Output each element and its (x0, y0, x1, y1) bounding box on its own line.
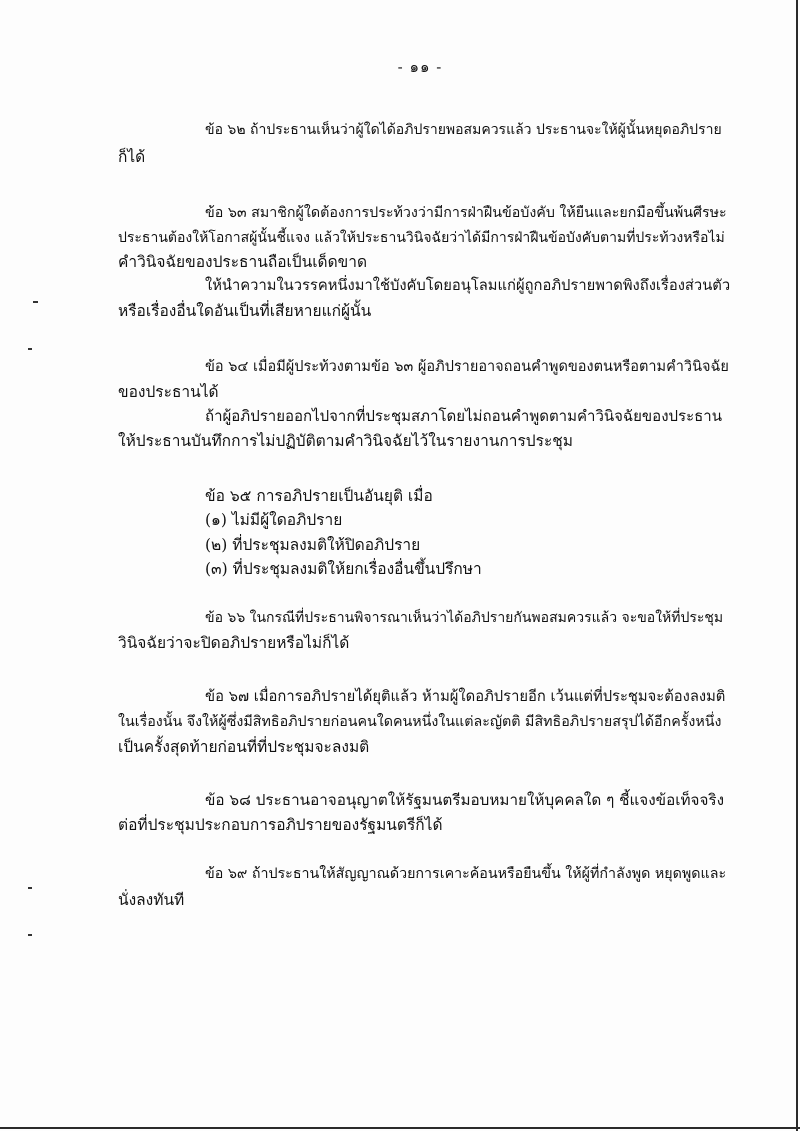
clause-63-line-2: ประธานต้องให้โอกาสผู้นั้นชี้แจง แล้วให้ประธานวินิจฉัยว่าได้มีการฝ่าฝืนข้อบังคับตามที่ประท้วงหรือไม่ (118, 230, 725, 246)
clause-65-item-3: (๓) ที่ประชุมลงมติให้ยกเรื่องอื่นขึ้นปรึกษา (205, 560, 482, 578)
clause-62-line-2: ก็ได้ (118, 148, 146, 166)
scan-mark (33, 301, 38, 303)
clause-69-line-1: ข้อ ๖๙ ถ้าประธานให้สัญญาณด้วยการเคาะค้อนหรือยืนขึ้น ให้ผู้ที่กำลังพูด หยุดพูดและ (205, 866, 727, 882)
clause-69-line-2: นั่งลงทันที (118, 891, 185, 909)
clause-63-line-4: ให้นำความในวรรคหนึ่งมาใช้บังคับโดยอนุโลมแก่ผู้ถูกอภิปรายพาดพิงถึงเรื่องส่วนตัว (205, 277, 731, 294)
clause-66-line-1: ข้อ ๖๖ ในกรณีที่ประธานพิจารณาเห็นว่าได้อภิปรายกันพอสมควรแล้ว จะขอให้ที่ประชุม (205, 610, 724, 626)
clause-63-line-3: คำวินิจฉัยของประธานถือเป็นเด็ดขาด (118, 253, 368, 271)
clause-67-line-2: ในเรื่องนั้น จึงให้ผู้ซึ่งมีสิทธิอภิปรายก่อนคนใดคนหนึ่งในแต่ละญัตติ มีสิทธิอภิปรายสรุปได้อีกครั้งหนึ่ง (118, 714, 722, 730)
clause-63-line-5: หรือเรื่องอื่นใดอันเป็นที่เสียหายแก่ผู้นั้น (118, 302, 372, 320)
clause-65-item-2: (๒) ที่ประชุมลงมติให้ปิดอภิปราย (205, 536, 421, 554)
clause-63-line-1: ข้อ ๖๓ สมาชิกผู้ใดต้องการประท้วงว่ามีการฝ่าฝืนข้อบังคับ ให้ยืนและยกมือขึ้นพ้นศีรษะ (205, 205, 727, 221)
clause-68-line-2: ต่อที่ประชุมประกอบการอภิปรายของรัฐมนตรีก็ได้ (118, 816, 443, 834)
clause-68-line-1: ข้อ ๖๘ ประธานอาจอนุญาตให้รัฐมนตรีมอบหมายให้บุคคลใด ๆ ชี้แจงข้อเท็จจริง (205, 791, 725, 809)
clause-64-line-1: ข้อ ๖๔ เมื่อมีผู้ประท้วงตามข้อ ๖๓ ผู้อภิปรายอาจถอนคำพูดของตนหรือตามคำวินิจฉัย (205, 359, 729, 375)
scan-edge-bottom (0, 1127, 800, 1129)
page-number: - ๑๑ - (397, 58, 443, 76)
scan-mark (28, 348, 32, 350)
clause-64-line-2: ของประธานได้ (118, 383, 219, 401)
scan-mark (28, 887, 32, 889)
clause-67-line-1: ข้อ ๖๗ เมื่อการอภิปรายได้ยุติแล้ว ห้ามผู้ใดอภิปรายอีก เว้นแต่ที่ประชุมจะต้องลงมติ (205, 688, 726, 705)
clause-66-line-2: วินิจฉัยว่าจะปิดอภิปรายหรือไม่ก็ได้ (118, 634, 350, 652)
clause-65-line-1: ข้อ ๖๕ การอภิปรายเป็นอันยุติ เมื่อ (205, 487, 433, 505)
clause-67-line-3: เป็นครั้งสุดท้ายก่อนที่ที่ประชุมจะลงมติ (118, 738, 370, 756)
clause-65-item-1: (๑) ไม่มีผู้ใดอภิปราย (205, 511, 343, 529)
clause-62-line-1: ข้อ ๖๒ ถ้าประธานเห็นว่าผู้ใดได้อภิปรายพอสมควรแล้ว ประธานจะให้ผู้นั้นหยุดอภิปราย (205, 122, 722, 138)
scan-edge-right (796, 0, 798, 1131)
clause-64-line-4: ให้ประธานบันทึกการไม่ปฏิบัติตามคำวินิจฉัยไว้ในรายงานการประชุม (118, 432, 574, 450)
clause-64-line-3: ถ้าผู้อภิปรายออกไปจากที่ประชุมสภาโดยไม่ถอนคำพูดตามคำวินิจฉัยของประธาน (205, 407, 722, 425)
scan-mark (28, 934, 32, 936)
